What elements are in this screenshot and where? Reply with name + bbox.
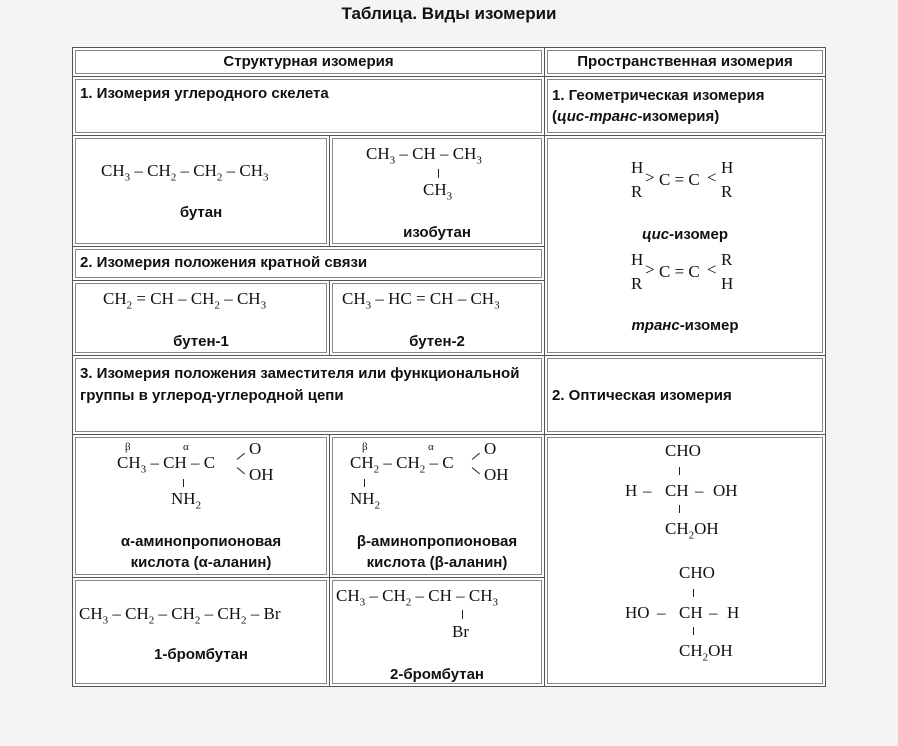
formula-butane: $CH_3 - CH_2 - CH_2 - CH_3$	[101, 161, 269, 184]
cell-cis-trans	[545, 136, 826, 356]
formula-2-bromobutane: $CH_3 - CH_2$ – CH – $CH_3$	[336, 586, 498, 609]
header-structural: Структурная изомерия	[73, 48, 545, 77]
label-butene2: бутен-2	[409, 333, 465, 350]
section-geometric	[545, 77, 826, 136]
formula-alpha-alanine-nh2: $NH_2$	[171, 489, 202, 512]
optical-isomer-2: CHO HO – CH – H $CH_2OH$	[625, 563, 740, 664]
formula-beta-alanine-nh2: $NH_2$	[350, 489, 381, 512]
formula-1-bromobutane: $CH_3 - CH_2 - CH_2 - CH_2$ – Br	[79, 604, 281, 627]
cell-optical	[545, 435, 826, 687]
cell-2-bromobutane	[330, 578, 545, 687]
cell-butane	[73, 136, 330, 247]
section-skeleton: 1. Изомерия углеродного скелета	[73, 77, 545, 136]
cell-isobutane	[330, 136, 545, 247]
cell-butene2	[330, 281, 545, 356]
label-isobutane: изобутан	[403, 224, 471, 241]
cell-alpha-alanine: β α $CH_3$ – CH – C O OH $NH_2$ α-аминопропионовая кислота (α-аланин)	[73, 435, 330, 578]
formula-beta-alanine: $CH_2 - CH_2$ – C	[350, 453, 454, 476]
label-alpha-alanine: α-аминопропионовая кислота (α-аланин)	[120, 533, 282, 571]
formula-2-bromobutane-br: Br	[452, 622, 469, 641]
cell-1-bromobutane	[73, 578, 330, 687]
section-multiple-bond: 2. Изомерия положения кратной связи	[73, 247, 545, 281]
geometric-title: 1. Геометрическая изомерия	[552, 87, 765, 104]
label-2-bromobutane: 2-бромбутан	[390, 666, 484, 683]
formula-isobutane: $CH_3$ – CH – $CH_3$	[366, 144, 482, 167]
bond-isobutane	[438, 169, 439, 178]
formula-butene2: $CH_3$ – HC = CH – $CH_3$	[342, 289, 500, 312]
label-1-bromobutane: 1-бромбутан	[154, 646, 248, 663]
cell-butene1	[73, 281, 330, 356]
header-spatial: Пространственная изомерия	[545, 48, 826, 77]
isomerism-table	[72, 47, 826, 687]
label-butane: бутан	[179, 204, 223, 221]
page-title: Таблица. Виды изомерии	[341, 4, 557, 23]
geometric-subtitle: (цис-транс-изомерия)	[552, 108, 720, 125]
formula-isobutane-branch: $CH_3$	[423, 180, 453, 203]
label-trans-isomer: транс-изомер	[631, 317, 739, 334]
cell-beta-alanine: β α $CH_2 - CH_2$ – C O OH $NH_2$ β-аминопропионовая кислота (β-аланин)	[330, 435, 545, 578]
label-cis-isomer: цис-изомер	[641, 226, 729, 243]
section-optical: 2. Оптическая изомерия	[545, 356, 826, 435]
trans-isomer-structure: H R > C = C < R H	[631, 250, 734, 293]
formula-butene1: $CH_2$ = CH – $CH_2 - CH_3$	[103, 289, 267, 312]
section-substituent: 3. Изомерия положения заместителя или функциональной группы в углерод-углеродной цепи	[73, 356, 545, 435]
formula-alpha-alanine: $CH_3$ – CH – C	[117, 453, 216, 476]
cis-isomer-structure: H R > C = C < H R	[631, 158, 734, 201]
label-butene1: бутен-1	[173, 333, 229, 350]
optical-isomer-1: CHO H – CH – OH $CH_2OH$	[625, 441, 738, 542]
label-beta-alanine: β-аминопропионовая кислота (β-аланин)	[356, 533, 518, 571]
